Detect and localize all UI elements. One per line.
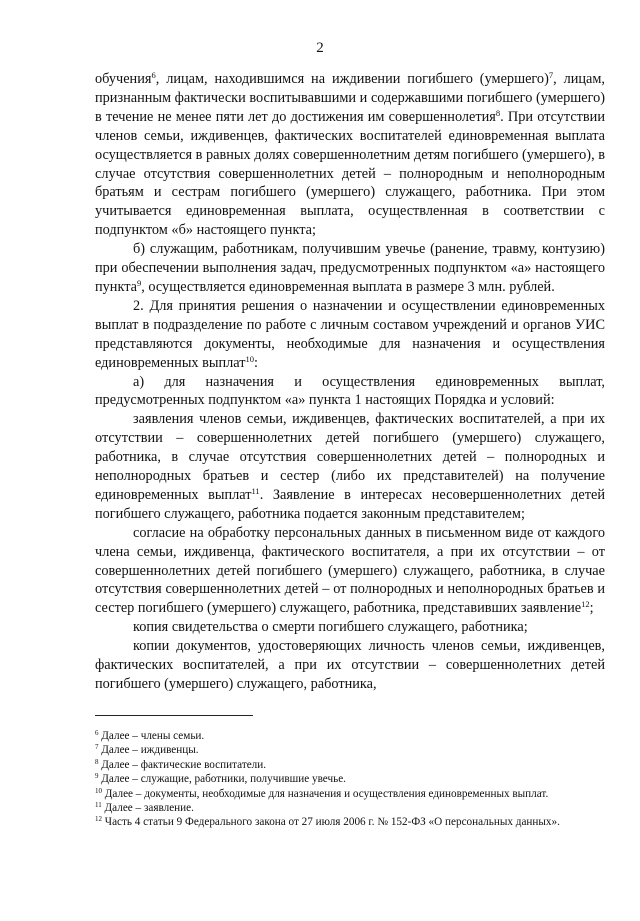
paragraph-text: согласие на обработку персональных данных в письменном виде от каждого члена семьи, иждивенца, фактического воспитателя, а при их отсутствии – от совершеннолетних детей погибшего (умершего) служащего, работника, в случае отсутствия совершеннолетних детей – от полнородных и неполнородных братьев и сестер погибшего (умершего) служащего, работника, представивших заявление — [95, 524, 605, 617]
footnote-number: 12 — [95, 815, 102, 824]
footnote-text: Далее – документы, необходимые для назначения и осуществления единовременных выплат. — [102, 787, 549, 800]
footnote — [95, 815, 605, 829]
footnote-ref: 11 — [251, 485, 260, 496]
paragraph — [95, 373, 605, 411]
footnote-ref: 10 — [245, 353, 255, 364]
footnote — [95, 758, 605, 772]
footnote-ref: 9 — [136, 277, 142, 288]
page-number: 2 — [316, 40, 324, 56]
paragraph — [95, 240, 605, 297]
footnote — [95, 801, 605, 815]
footnote-ref: 12 — [581, 599, 590, 610]
paragraph — [95, 637, 605, 694]
footnote-separator — [95, 715, 253, 716]
paragraph-text: обучения — [95, 71, 152, 87]
paragraph-text: , лицам, признанным фактически воспитывавшими и содержавшими погибшего (умершего) в течение не менее пяти лет до достижения им совершеннолетия — [95, 71, 605, 125]
paragraph-text: копии документов, удостоверяющих личность членов семьи, иждивенцев, фактических воспитателей, а при их отсутствии – совершеннолетних детей погибшего (умершего) служащего, работника, — [95, 638, 605, 692]
paragraph — [95, 70, 605, 240]
footnote-number: 6 — [95, 729, 99, 737]
footnote-number: 8 — [95, 757, 99, 766]
paragraph — [95, 297, 605, 373]
footnote-number: 7 — [95, 743, 99, 752]
footnote-text: Далее – заявление. — [101, 802, 194, 815]
footnote — [95, 743, 605, 757]
paragraph-text: , лицам, находившимся на иждивении погибшего (умершего) — [155, 71, 549, 87]
footnote-ref: 8 — [495, 107, 501, 118]
footnote-text: Часть 4 статьи 9 Федерального закона от 27 июля 2006 г. № 152-ФЗ «О персональных данных». — [102, 816, 560, 829]
paragraph-text: ; — [589, 600, 594, 617]
footnote-number: 11 — [95, 801, 102, 810]
footnote — [95, 772, 605, 786]
footnote-number: 10 — [95, 786, 102, 795]
footnote — [95, 787, 605, 801]
paragraph-text: копия свидетельства о смерти погибшего служащего, работника; — [133, 619, 528, 636]
footnote-ref: 7 — [548, 70, 554, 80]
paragraph-text: 2. Для принятия решения о назначении и осуществлении единовременных выплат в подразделение по работе с личным составом учреждений и органов УИС представляются документы, необходимые для назначения и осуществления единовременных выплат — [95, 297, 605, 371]
paragraph-text: : — [254, 354, 258, 371]
paragraph-text: . При отсутствии членов семьи, иждивенцев, фактических воспитателей единовременная выплата осуществляется в равных долях совершеннолетним детям погибшего (умершего), в случае отсутствия совершеннолетних детей – полнородным и неполнородным братьям и сестрам погибшего (умершего) служащего, работника. При этом учитывается единовременная выплата, осуществленная в соответствии с подпунктом «б» настоящего пункта; — [95, 108, 605, 239]
paragraph-text: а) для назначения и осуществления единовременных выплат, предусмотренных подпунктом «а» пункта 1 настоящих Порядка и условий: — [95, 373, 605, 409]
body-text — [95, 70, 605, 694]
footnote-number: 9 — [95, 772, 99, 781]
footnote-text: Далее – служащие, работники, получившие увечье. — [98, 773, 346, 786]
footnote-text: Далее – фактические воспитатели. — [98, 758, 267, 771]
footnote-ref: 6 — [151, 70, 156, 80]
paragraph — [95, 524, 605, 619]
paragraph — [95, 410, 605, 523]
paragraph-text: . Заявление в интересах несовершеннолетних детей погибшего служащего, работника подается законным представителем; — [95, 486, 605, 522]
footnotes — [95, 729, 605, 830]
paragraph-text: б) служащим, работникам, получившим увечье (ранение, травму, контузию) при обеспечении выполнения задач, предусмотренных подпунктом «а» настоящего пункта — [95, 241, 605, 295]
paragraph-text: заявления членов семьи, иждивенцев, фактических воспитателей, а при их отсутствии – совершеннолетних детей погибшего (умершего) служащего, работника, в случае отсутствия совершеннолетних детей – полнородных и неполнородных братьев и сестер (либо их представителей) на получение единовременных выплат — [95, 411, 605, 503]
paragraph-text: , осуществляется единовременная выплата в размере 3 млн. рублей. — [141, 278, 555, 295]
paragraph — [95, 618, 605, 637]
footnote-text: Далее – члены семьи. — [98, 730, 205, 742]
footnote-text: Далее – иждивенцы. — [98, 744, 199, 757]
footnote — [95, 729, 605, 743]
